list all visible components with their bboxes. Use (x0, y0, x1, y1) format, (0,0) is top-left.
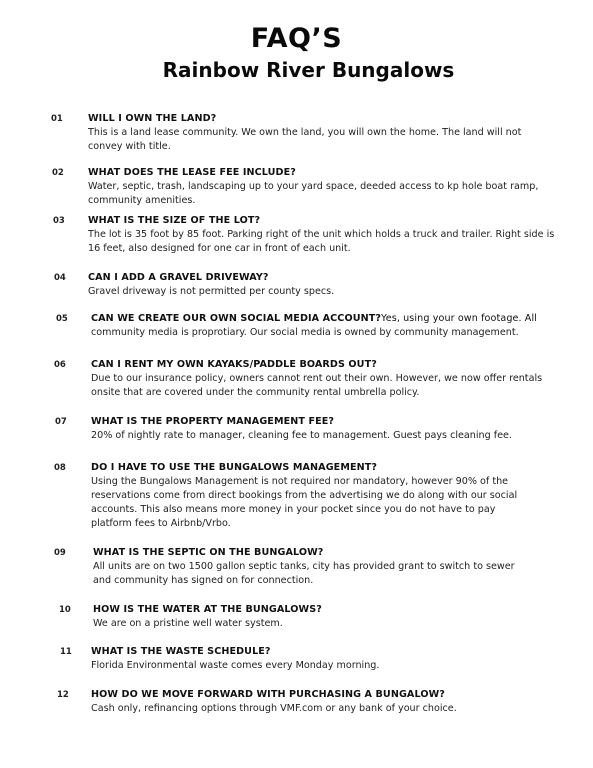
faq-question-row (91, 312, 537, 325)
faq-number: 04 (54, 273, 66, 283)
faq-answer: Florida Environmental waste comes every Monday morning. (91, 660, 380, 671)
faq-question: WHAT IS THE SEPTIC ON THE BUNGALOW? (93, 547, 324, 558)
faq-question: CAN WE CREATE OUR OWN SOCIAL MEDIA ACCOUNT? (91, 313, 382, 324)
faq-answer: Gravel driveway is not permitted per county specs. (88, 286, 335, 297)
faq-answer-inline: Yes, using your own footage. All (381, 313, 538, 324)
faq-number: 09 (54, 548, 66, 558)
faq-number: 07 (55, 417, 67, 427)
faq-question: CAN I RENT MY OWN KAYAKS/PADDLE BOARDS OUT? (91, 359, 377, 370)
faq-number: 10 (59, 605, 71, 615)
faq-question: WHAT IS THE SIZE OF THE LOT? (88, 215, 261, 226)
faq-answer: 20% of nightly rate to manager, cleaning fee to management. Guest pays cleaning fee. (91, 430, 512, 441)
faq-question: DO I HAVE TO USE THE BUNGALOWS MANAGEMENT? (91, 462, 378, 473)
page-title: FAQ’S (250, 23, 343, 54)
faq-number: 01 (51, 114, 63, 124)
page-subtitle: Rainbow River Bungalows (162, 58, 455, 82)
faq-answer: community media is proprotiary. Our social media is owned by community management. (91, 327, 519, 338)
faq-question: WHAT DOES THE LEASE FEE INCLUDE? (88, 167, 296, 178)
faq-number: 05 (56, 314, 68, 324)
faq-number: 08 (54, 463, 66, 473)
faq-question: HOW IS THE WATER AT THE BUNGALOWS? (93, 604, 322, 615)
faq-answer: The lot is 35 foot by 85 foot. Parking right of the unit which holds a truck and trailer. Right side is 16 feet, also designed for one car in front of each unit. (88, 229, 555, 254)
faq-question: HOW DO WE MOVE FORWARD WITH PURCHASING A BUNGALOW? (91, 689, 445, 700)
faq-number: 06 (54, 360, 66, 370)
faq-answer: Water, septic, trash, landscaping up to your yard space, deeded access to kp hole boat ramp, community amenities. (88, 181, 539, 206)
faq-answer: This is a land lease community. We own the land, you will own the home. The land will not convey with title. (88, 127, 522, 152)
faq-answer: Using the Bungalows Management is not required nor mandatory, however 90% of the reservations come from direct bookings from the advertising we do along with our social accounts. This also means more money in your pocket since you do not have to pay platform fees to Airbnb/Vrbo. (91, 476, 518, 529)
faq-answer: Due to our insurance policy, owners cannot rent out their own. However, we now offer rentals onsite that are covered under the community rental umbrella policy. (91, 373, 543, 398)
faq-question: WHAT IS THE PROPERTY MANAGEMENT FEE? (91, 416, 335, 427)
faq-question: CAN I ADD A GRAVEL DRIVEWAY? (88, 272, 269, 283)
faq-answer: All units are on two 1500 gallon septic tanks, city has provided grant to switch to sewer and community has signed on for connection. (93, 561, 515, 586)
faq-answer: We are on a pristine well water system. (93, 618, 283, 629)
faq-number: 03 (53, 216, 65, 226)
faq-answer: Cash only, refinancing options through VMF.com or any bank of your choice. (91, 703, 457, 714)
faq-question: WILL I OWN THE LAND? (88, 113, 217, 124)
faq-number: 12 (57, 690, 69, 700)
faq-number: 02 (52, 168, 64, 178)
faq-question: WHAT IS THE WASTE SCHEDULE? (91, 646, 271, 657)
faq-number: 11 (60, 647, 72, 657)
